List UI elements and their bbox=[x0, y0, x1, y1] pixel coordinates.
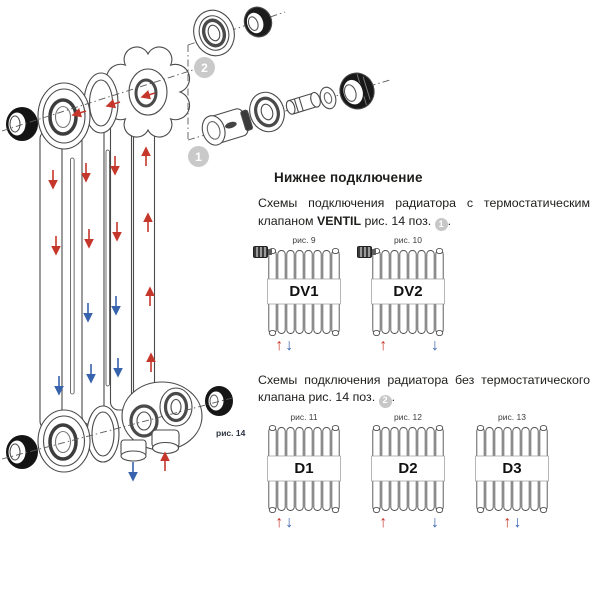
figure-caption: рис. 10 bbox=[394, 234, 422, 245]
flow-supply-arrow-icon: ↑ bbox=[275, 513, 284, 531]
bottom-connection-section bbox=[258, 170, 590, 541]
bottom-plug bbox=[6, 435, 38, 469]
bottom-nut bbox=[205, 386, 233, 416]
flow-return-arrow-icon: ↓ bbox=[431, 513, 440, 531]
radiator-columns bbox=[40, 112, 155, 430]
flow-return-arrow-icon: ↓ bbox=[285, 336, 294, 354]
paragraph-text: Схемы подключения радиатора без термостатического клапана рис. 14 поз. bbox=[258, 372, 590, 405]
figure-caption: рис. 11 bbox=[290, 411, 318, 422]
thermostatic-valve-icon bbox=[357, 246, 372, 258]
section-heading: Нижнее подключение bbox=[274, 170, 423, 185]
figure-flow-arrows bbox=[476, 515, 548, 539]
radiator-model-label: D2 bbox=[398, 459, 418, 477]
figure-14-label: рис. 14 bbox=[216, 428, 246, 438]
top-plug bbox=[6, 107, 38, 141]
instruction-paragraph-1 bbox=[258, 195, 590, 231]
figure-caption: рис. 12 bbox=[394, 411, 422, 422]
fitting-group-2 bbox=[188, 3, 276, 61]
inline-callout-2: 2 bbox=[379, 395, 392, 408]
figure-flow-arrows bbox=[372, 515, 444, 539]
connection-scheme-figure bbox=[268, 412, 340, 539]
flow-return-arrow-icon: ↓ bbox=[285, 513, 294, 531]
radiator-model-label: D1 bbox=[294, 459, 314, 477]
figure-caption: рис. 9 bbox=[292, 234, 316, 245]
paragraph-text: рис. 14 поз. bbox=[361, 213, 435, 228]
figure-flow-arrows bbox=[268, 515, 340, 539]
fitting-group-1 bbox=[199, 69, 379, 148]
connection-scheme-figure bbox=[372, 412, 444, 539]
flow-supply-arrow-icon: ↑ bbox=[379, 513, 388, 531]
radiator-model-label: D3 bbox=[502, 459, 522, 477]
figure-flow-arrows bbox=[268, 338, 340, 362]
flow-return-arrow-icon: ↓ bbox=[431, 336, 440, 354]
position-callout-2: 2 bbox=[194, 57, 215, 78]
radiator-model-label: DV1 bbox=[289, 282, 319, 300]
figure-caption: рис. 13 bbox=[498, 411, 526, 422]
paragraph-text: . bbox=[447, 213, 452, 228]
figures-row-ventil bbox=[258, 235, 590, 362]
paragraph-text: . bbox=[391, 390, 396, 405]
thermostatic-valve-icon bbox=[253, 246, 268, 258]
flow-return-arrow-icon: ↓ bbox=[513, 513, 522, 531]
instruction-paragraph-2 bbox=[258, 372, 590, 408]
ventil-brand-text: VENTIL bbox=[316, 213, 362, 228]
radiator-model-label: DV2 bbox=[393, 282, 423, 300]
flow-supply-arrow-icon: ↑ bbox=[275, 336, 284, 354]
figure-flow-arrows bbox=[372, 338, 444, 362]
connection-scheme-figure bbox=[372, 235, 444, 362]
position-callout-1: 1 bbox=[188, 146, 209, 167]
connection-scheme-figure bbox=[476, 412, 548, 539]
inline-callout-1: 1 bbox=[435, 218, 448, 231]
connection-scheme-figure bbox=[268, 235, 340, 362]
paragraph-text: Схемы подключения радиатора с термостатическим клапаном bbox=[258, 196, 590, 228]
figures-row-plain bbox=[258, 412, 590, 539]
flow-supply-arrow-icon: ↑ bbox=[503, 513, 512, 531]
flow-supply-arrow-icon: ↑ bbox=[379, 336, 388, 354]
